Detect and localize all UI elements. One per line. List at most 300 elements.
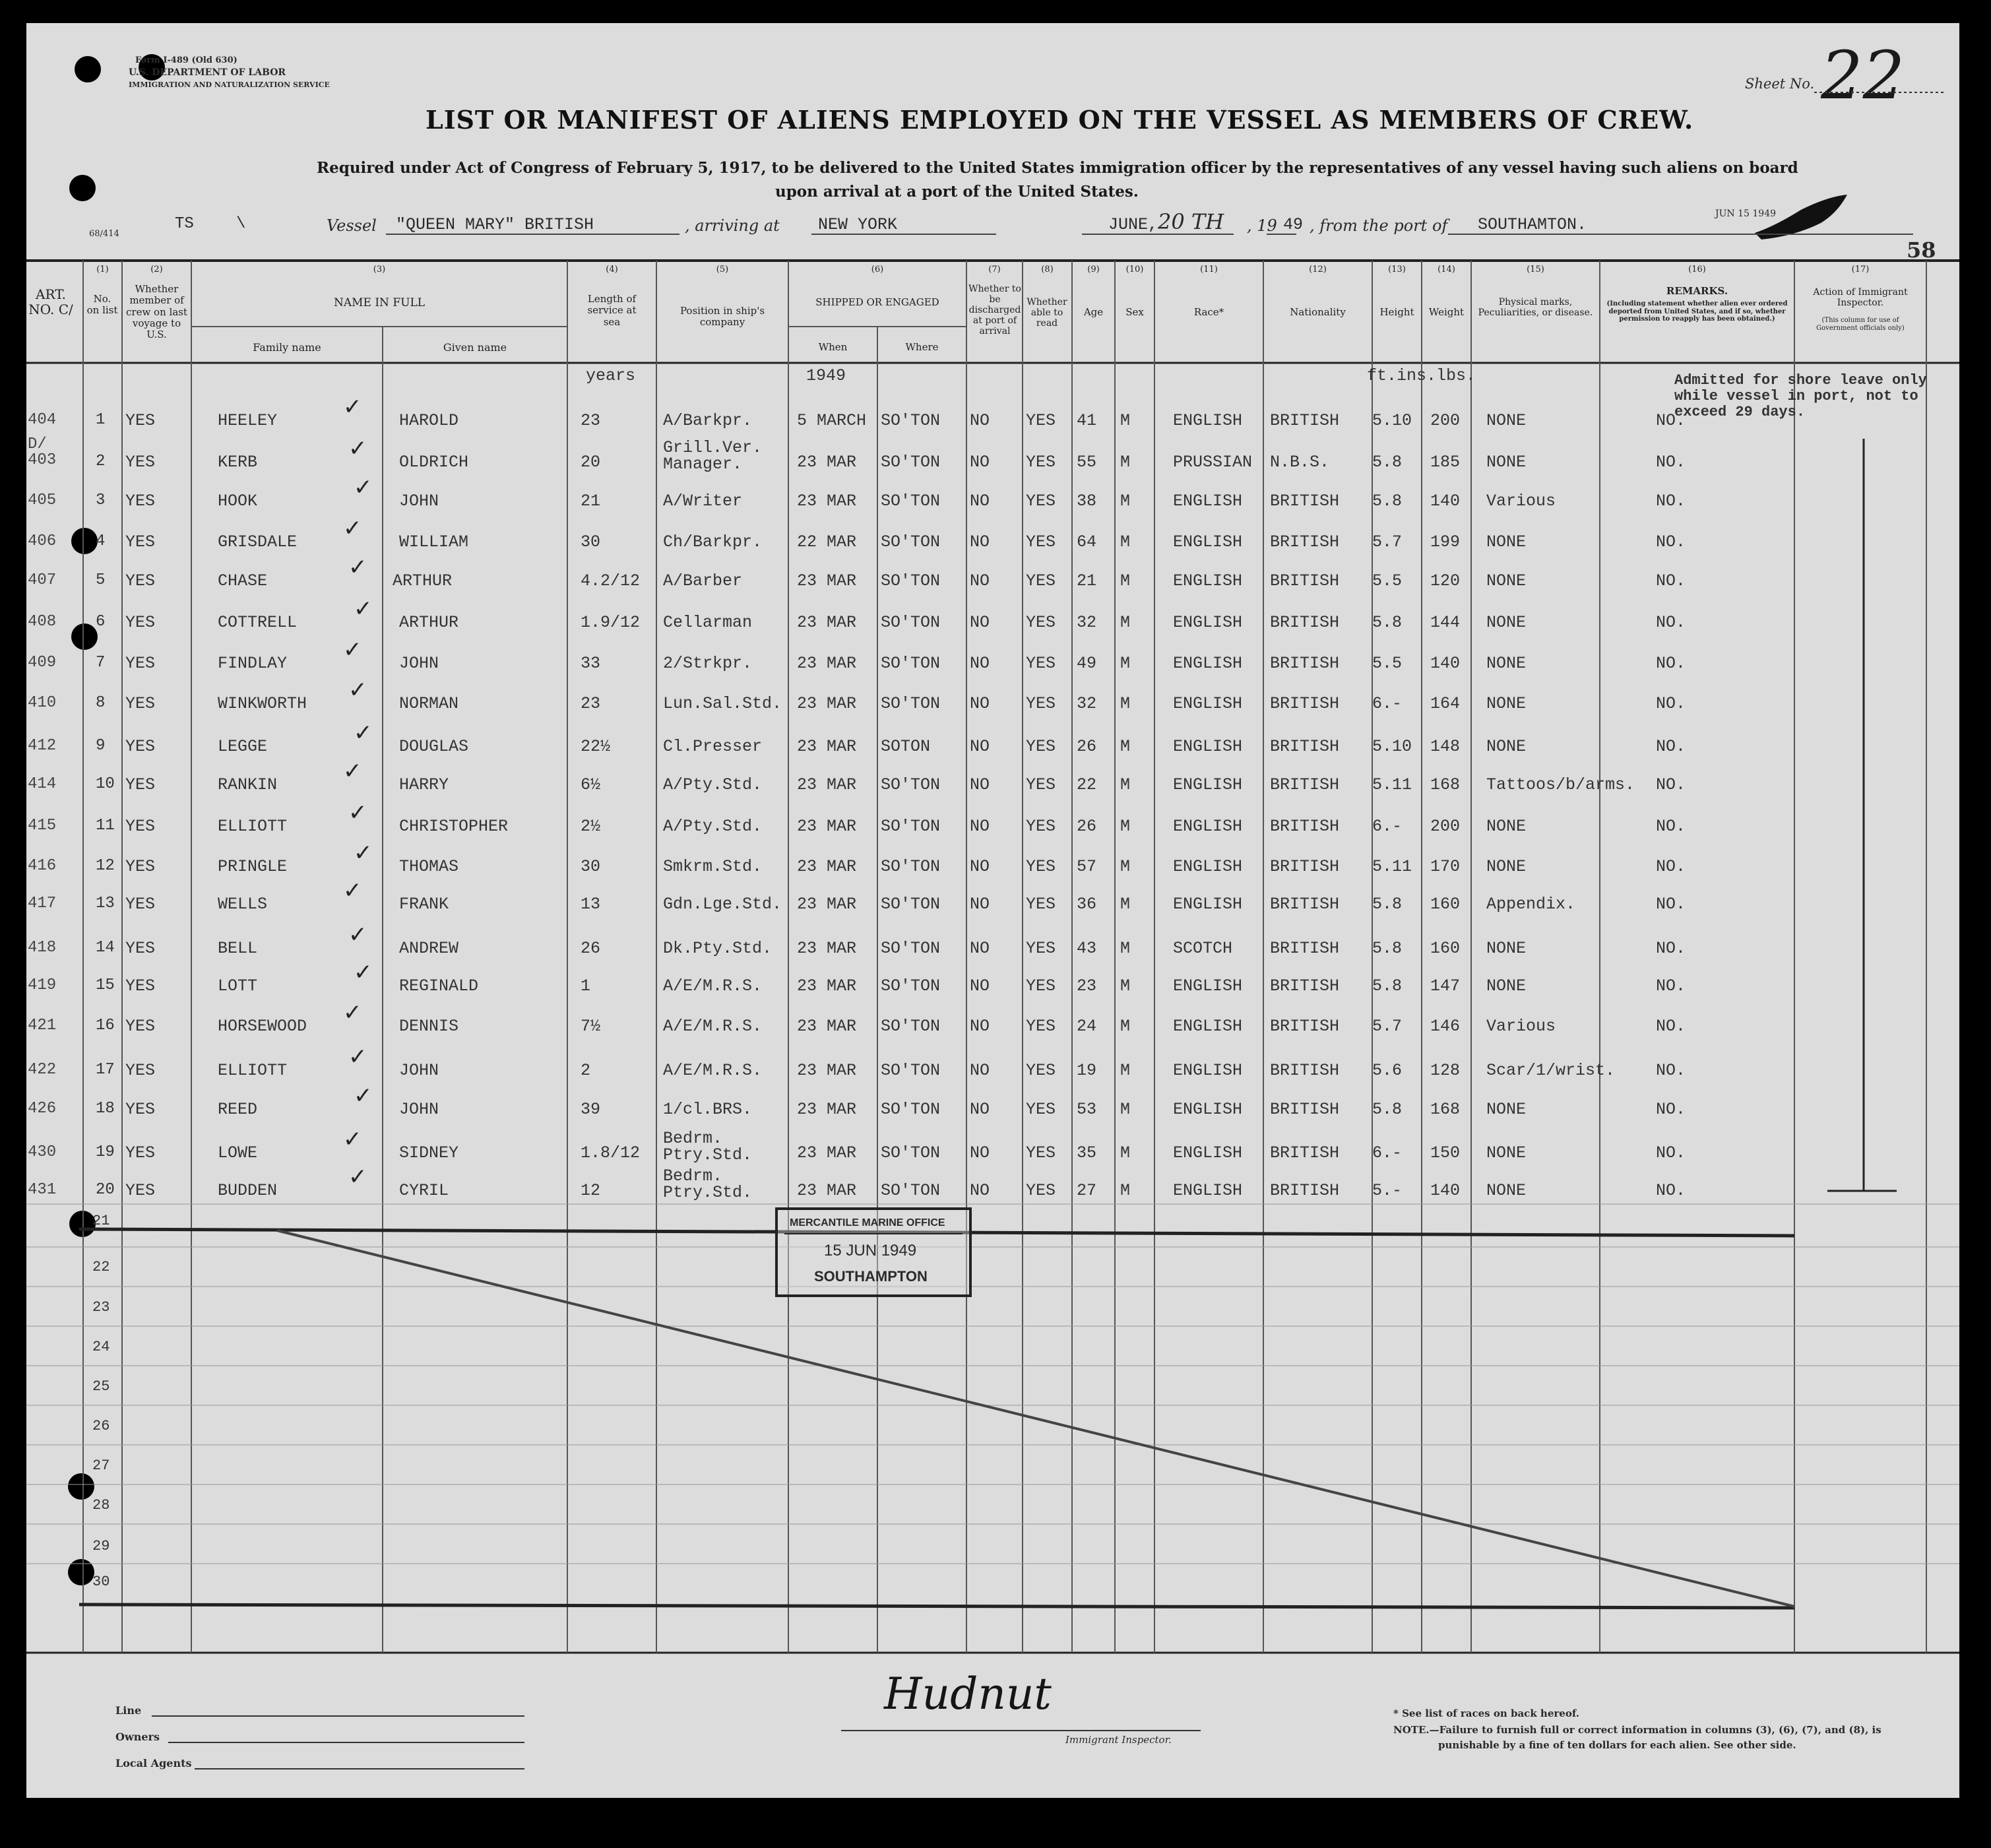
age: 21 — [1077, 571, 1097, 590]
height: 6.- — [1372, 694, 1403, 713]
art-number: 426 — [28, 1100, 57, 1118]
remarks: NO. — [1656, 532, 1686, 552]
remarks: NO. — [1656, 1017, 1686, 1036]
remarks: NO. — [1656, 694, 1686, 713]
shipped-when: 23 MAR — [797, 613, 857, 632]
age: 32 — [1077, 613, 1097, 632]
shipped-where: SO'TON — [881, 613, 941, 632]
service-length: 2½ — [581, 817, 601, 836]
sex: M — [1120, 613, 1131, 632]
nationality: BRITISH — [1270, 1061, 1340, 1080]
crew-last-voyage: YES — [125, 976, 156, 996]
able-to-read: YES — [1026, 1143, 1056, 1163]
vessel-name: "QUEEN MARY" BRITISH — [396, 215, 594, 234]
remarks: NO. — [1656, 775, 1686, 794]
physical-marks: NONE — [1486, 532, 1527, 552]
remarks: NO. — [1656, 976, 1686, 996]
position: Ch/Barkpr. — [663, 532, 763, 552]
height: 5.6 — [1372, 1061, 1403, 1080]
physical-marks: NONE — [1486, 1181, 1527, 1200]
physical-marks: NONE — [1486, 654, 1527, 673]
list-number: 3 — [96, 492, 106, 509]
service-length: 13 — [581, 895, 601, 914]
able-to-read: YES — [1026, 571, 1056, 590]
physical-marks: NONE — [1486, 737, 1527, 756]
age: 57 — [1077, 857, 1097, 876]
weight: 128 — [1430, 1061, 1461, 1080]
height: 6.- — [1372, 817, 1403, 836]
height: 5.11 — [1372, 775, 1412, 794]
col5-header: Position in ship's company — [679, 305, 765, 329]
col11-num: (11) — [1200, 265, 1218, 274]
remarks: NO. — [1656, 737, 1686, 756]
physical-marks: Various — [1486, 492, 1556, 511]
position: A/Pty.Std. — [663, 817, 763, 836]
list-number: 8 — [96, 694, 106, 712]
given-name: HAROLD — [399, 411, 459, 430]
service-name: IMMIGRATION AND NATURALIZATION SERVICE — [129, 80, 330, 89]
age: 41 — [1077, 411, 1097, 430]
age: 24 — [1077, 1017, 1097, 1036]
sex: M — [1120, 411, 1131, 430]
service-length: 1.8/12 — [581, 1143, 641, 1163]
age: 23 — [1077, 976, 1097, 996]
nationality: BRITISH — [1270, 411, 1340, 430]
physical-marks: NONE — [1486, 817, 1527, 836]
discharged: NO — [970, 613, 990, 632]
remarks: NO. — [1656, 895, 1686, 914]
able-to-read: YES — [1026, 895, 1056, 914]
sex: M — [1120, 532, 1131, 552]
weight: 147 — [1430, 976, 1461, 996]
col6-header: SHIPPED OR ENGAGED — [815, 296, 939, 308]
service-length: 23 — [581, 411, 601, 430]
list-number: 23 — [92, 1299, 110, 1316]
crew-last-voyage: YES — [125, 532, 156, 552]
shipped-when: 5 MARCH — [797, 411, 867, 430]
family-name: REED — [218, 1100, 258, 1119]
list-number: 26 — [92, 1418, 110, 1434]
shipped-where: SO'TON — [881, 532, 941, 552]
nationality: BRITISH — [1270, 1017, 1340, 1036]
crew-last-voyage: YES — [125, 694, 156, 713]
penalty-note-1: NOTE.—Failure to furnish full or correct information in columns (3), (6), (7), and (8), is — [1393, 1724, 1881, 1736]
art-number: D/ 403 — [28, 435, 57, 469]
col17-header: Action of Immigrant Inspector. — [1813, 287, 1908, 309]
able-to-read: YES — [1026, 694, 1056, 713]
art-number: 430 — [28, 1143, 57, 1161]
age: 22 — [1077, 775, 1097, 794]
physical-marks: Scar/1/wrist. — [1486, 1061, 1616, 1080]
given-name: DENNIS — [399, 1017, 459, 1036]
sex: M — [1120, 976, 1131, 996]
inspector-signature: Hudnut — [884, 1669, 1052, 1719]
service-length: 30 — [581, 857, 601, 876]
list-number: 28 — [92, 1497, 110, 1513]
col16-subheader: (Including statement whether alien ever ordered deported from United States, and if so, whether permission to reapply has been obtained.) — [1606, 300, 1788, 323]
nationality: BRITISH — [1270, 1100, 1340, 1119]
footer-lines — [26, 23, 1959, 1798]
agents-label: Local Agents — [115, 1757, 192, 1769]
position: Lun.Sal.Std. — [663, 694, 782, 713]
remarks: NO. — [1656, 1100, 1686, 1119]
list-number: 21 — [92, 1213, 110, 1229]
shipped-when: 23 MAR — [797, 492, 857, 511]
remarks: NO. — [1656, 1061, 1686, 1080]
age: 38 — [1077, 492, 1097, 511]
art-number: 410 — [28, 694, 57, 712]
remarks: NO. — [1656, 411, 1686, 430]
race: ENGLISH — [1173, 737, 1243, 756]
family-name: ELLIOTT — [218, 817, 288, 836]
nationality: BRITISH — [1270, 613, 1340, 632]
list-number: 12 — [96, 857, 115, 875]
col9-header: Age — [1083, 306, 1104, 318]
nationality: BRITISH — [1270, 1181, 1340, 1200]
art-number: 404 — [28, 411, 57, 429]
physical-marks: NONE — [1486, 613, 1527, 632]
given-name: WILLIAM — [399, 532, 469, 552]
shipped-when: 23 MAR — [797, 857, 857, 876]
height: 6.- — [1372, 1143, 1403, 1163]
race: ENGLISH — [1173, 857, 1243, 876]
crew-last-voyage: YES — [125, 453, 156, 472]
physical-marks: Various — [1486, 1017, 1556, 1036]
inspector-label: Immigrant Inspector. — [1065, 1734, 1172, 1746]
given-name: JOHN — [399, 1100, 439, 1119]
race: ENGLISH — [1173, 976, 1243, 996]
family-name: ELLIOTT — [218, 1061, 288, 1080]
col11-header: Race* — [1193, 306, 1224, 318]
height: 5.8 — [1372, 976, 1403, 996]
check-mark: ✓ — [348, 922, 367, 948]
shipped-where: SO'TON — [881, 492, 941, 511]
position: Gdn.Lge.Std. — [663, 895, 782, 914]
remarks: NO. — [1656, 492, 1686, 511]
crew-last-voyage: YES — [125, 411, 156, 430]
shipped-where: SO'TON — [881, 1143, 941, 1163]
race: SCOTCH — [1173, 939, 1233, 958]
height: 5.8 — [1372, 453, 1403, 472]
nationality: N.B.S. — [1270, 453, 1330, 472]
race: ENGLISH — [1173, 532, 1243, 552]
crew-last-voyage: YES — [125, 939, 156, 958]
able-to-read: YES — [1026, 857, 1056, 876]
race: ENGLISH — [1173, 895, 1243, 914]
shipped-when: 23 MAR — [797, 775, 857, 794]
check-mark: ✓ — [348, 1044, 367, 1070]
list-number: 6 — [96, 613, 106, 631]
height: 5.7 — [1372, 1017, 1403, 1036]
shipped-when: 23 MAR — [797, 1181, 857, 1200]
list-number: 17 — [96, 1061, 115, 1079]
check-mark: ✓ — [348, 800, 367, 826]
physical-marks: Appendix. — [1486, 895, 1576, 914]
given-name: THOMAS — [399, 857, 459, 876]
physical-marks: NONE — [1486, 857, 1527, 876]
art-number: 422 — [28, 1061, 57, 1079]
col12-header: Nationality — [1290, 306, 1346, 318]
col16-header: REMARKS. — [1666, 285, 1728, 297]
age: 26 — [1077, 737, 1097, 756]
remarks: NO. — [1656, 1181, 1686, 1200]
shipped-when: 23 MAR — [797, 694, 857, 713]
sex: M — [1120, 654, 1131, 673]
crew-last-voyage: YES — [125, 1143, 156, 1163]
form-number: Form I-489 (Old 630) — [135, 55, 237, 65]
age: 19 — [1077, 1061, 1097, 1080]
art-number: 414 — [28, 775, 57, 793]
weight: 199 — [1430, 532, 1461, 552]
physical-marks: NONE — [1486, 1143, 1527, 1163]
service-length: 30 — [581, 532, 601, 552]
remarks: NO. — [1656, 939, 1686, 958]
given-name: CYRIL — [399, 1181, 449, 1200]
col6-num: (6) — [871, 265, 884, 274]
weight: 164 — [1430, 694, 1461, 713]
shipped-where: SO'TON — [881, 895, 941, 914]
art-number: 405 — [28, 492, 57, 509]
race: ENGLISH — [1173, 492, 1243, 511]
sheet-number: 22 — [1821, 37, 1905, 114]
sex: M — [1120, 492, 1131, 511]
check-mark: ✓ — [354, 840, 373, 866]
race: ENGLISH — [1173, 775, 1243, 794]
shipped-where: SO'TON — [881, 1061, 941, 1080]
col13-num: (13) — [1388, 265, 1406, 274]
shipped-when: 23 MAR — [797, 976, 857, 996]
given-name: HARRY — [399, 775, 449, 794]
shipped-when: 22 MAR — [797, 532, 857, 552]
age: 43 — [1077, 939, 1097, 958]
service-length: 1.9/12 — [581, 613, 641, 632]
shipped-where: SO'TON — [881, 939, 941, 958]
able-to-read: YES — [1026, 817, 1056, 836]
able-to-read: YES — [1026, 532, 1056, 552]
sex: M — [1120, 453, 1131, 472]
family-name: LEGGE — [218, 737, 268, 756]
year-prefix: , 19 — [1247, 216, 1277, 235]
arrival-month: JUNE, — [1108, 215, 1158, 234]
nationality: BRITISH — [1270, 976, 1340, 996]
check-mark: ✓ — [354, 959, 373, 986]
crew-last-voyage: YES — [125, 775, 156, 794]
form-subtitle-line1: Required under Act of Congress of February 5, 1917, to be delivered to the United States immigration officer by the representatives of any vessel having such aliens on board — [317, 159, 1798, 177]
discharged: NO — [970, 1143, 990, 1163]
able-to-read: YES — [1026, 737, 1056, 756]
weight: 140 — [1430, 654, 1461, 673]
crew-last-voyage: YES — [125, 857, 156, 876]
check-mark: ✓ — [343, 877, 362, 904]
given-name: SIDNEY — [399, 1143, 459, 1163]
height: 5.8 — [1372, 895, 1403, 914]
position: Dk.Pty.Std. — [663, 939, 773, 958]
shipped-where: SO'TON — [881, 654, 941, 673]
age: 35 — [1077, 1143, 1097, 1163]
art-number: 415 — [28, 817, 57, 835]
list-number: 16 — [96, 1017, 115, 1035]
art-number: 412 — [28, 737, 57, 755]
page-number: 58 — [1907, 238, 1936, 263]
shipped-where: SO'TON — [881, 976, 941, 996]
shipped-when: 23 MAR — [797, 817, 857, 836]
shipped-where: SO'TON — [881, 775, 941, 794]
family-name: COTTRELL — [218, 613, 298, 632]
col15-num: (15) — [1527, 265, 1544, 274]
remarks: NO. — [1656, 453, 1686, 472]
shipped-when: 23 MAR — [797, 1061, 857, 1080]
art-number: 431 — [28, 1181, 57, 1199]
arriving-label: , arriving at — [685, 216, 780, 235]
art-number: 407 — [28, 571, 57, 589]
able-to-read: YES — [1026, 1061, 1056, 1080]
nationality: BRITISH — [1270, 817, 1340, 836]
position: A/Barkpr. — [663, 411, 753, 430]
age: 27 — [1077, 1181, 1097, 1200]
check-mark: ✓ — [354, 720, 373, 746]
sex: M — [1120, 939, 1131, 958]
col14-header: Weight — [1428, 306, 1465, 318]
able-to-read: YES — [1026, 453, 1056, 472]
crew-last-voyage: YES — [125, 1100, 156, 1119]
remarks: NO. — [1656, 613, 1686, 632]
from-port: SOUTHAMTON. — [1478, 215, 1587, 234]
service-length: 39 — [581, 1100, 601, 1119]
family-name: FINDLAY — [218, 654, 288, 673]
weight: 160 — [1430, 895, 1461, 914]
given-name: OLDRICH — [399, 453, 469, 472]
line-label: Line — [115, 1704, 142, 1717]
height: 5.10 — [1372, 737, 1412, 756]
crew-last-voyage: YES — [125, 571, 156, 590]
list-number: 24 — [92, 1339, 110, 1355]
shipped-where: SOTON — [881, 737, 931, 756]
weight: 200 — [1430, 817, 1461, 836]
service-length: 12 — [581, 1181, 601, 1200]
position: Smkrm.Std. — [663, 857, 763, 876]
family-name: KERB — [218, 453, 258, 472]
stamp-date: 15 JUN 1949 — [824, 1242, 917, 1259]
col4-header: Length of service at sea — [587, 293, 637, 328]
shipped-when: 23 MAR — [797, 654, 857, 673]
crew-last-voyage: YES — [125, 817, 156, 836]
art-no-header: ART. NO. C/ — [28, 286, 73, 317]
check-mark: ✓ — [354, 474, 373, 501]
weight: 140 — [1430, 1181, 1461, 1200]
list-number: 11 — [96, 817, 115, 835]
discharged: NO — [970, 817, 990, 836]
nationality: BRITISH — [1270, 857, 1340, 876]
nationality: BRITISH — [1270, 775, 1340, 794]
family-name: LOTT — [218, 976, 258, 996]
position: Grill.Ver. Manager. — [663, 438, 763, 474]
nationality: BRITISH — [1270, 694, 1340, 713]
col7-header: Whether to be discharged at port of arrival — [968, 284, 1021, 337]
race: ENGLISH — [1173, 654, 1243, 673]
col13-header: Height — [1379, 306, 1414, 318]
position: 1/cl.BRS. — [663, 1100, 753, 1119]
sex: M — [1120, 817, 1131, 836]
sex: M — [1120, 1143, 1131, 1163]
stamp-place: SOUTHAMPTON — [814, 1268, 928, 1285]
list-number: 27 — [92, 1457, 110, 1474]
shipped-where: SO'TON — [881, 453, 941, 472]
crew-last-voyage: YES — [125, 1061, 156, 1080]
sex: M — [1120, 857, 1131, 876]
service-length: 26 — [581, 939, 601, 958]
family-name: WELLS — [218, 895, 268, 914]
shipped-when: 23 MAR — [797, 453, 857, 472]
given-name: FRANK — [399, 895, 449, 914]
col8-header: Whether able to read — [1027, 297, 1067, 329]
age: 36 — [1077, 895, 1097, 914]
weight: 120 — [1430, 571, 1461, 590]
race: ENGLISH — [1173, 411, 1243, 430]
sex: M — [1120, 895, 1131, 914]
col6b-header: Where — [905, 341, 939, 353]
crew-last-voyage: YES — [125, 1181, 156, 1200]
check-mark: ✓ — [348, 1164, 367, 1190]
col5-num: (5) — [716, 265, 729, 274]
discharged: NO — [970, 1061, 990, 1080]
position: A/E/M.R.S. — [663, 1017, 763, 1036]
penalty-note-2: punishable by a fine of ten dollars for each alien. See other side. — [1438, 1739, 1796, 1751]
age: 64 — [1077, 532, 1097, 552]
race: ENGLISH — [1173, 1181, 1243, 1200]
list-number: 30 — [92, 1574, 110, 1590]
col2-num: (2) — [150, 265, 163, 274]
physical-marks: NONE — [1486, 694, 1527, 713]
shipped-when: 23 MAR — [797, 1143, 857, 1163]
col3-header: NAME IN FULL — [333, 296, 426, 309]
sheet-label: Sheet No. — [1745, 76, 1815, 92]
col3b-header: Given name — [443, 341, 507, 354]
art-number: 421 — [28, 1017, 57, 1035]
list-number: 20 — [96, 1181, 115, 1199]
nationality: BRITISH — [1270, 895, 1340, 914]
list-number: 18 — [96, 1100, 115, 1118]
able-to-read: YES — [1026, 1100, 1056, 1119]
arrival-day: 20 TH — [1158, 209, 1224, 234]
crew-last-voyage: YES — [125, 737, 156, 756]
check-mark: ✓ — [354, 1083, 373, 1109]
weight: 140 — [1430, 492, 1461, 511]
list-number: 19 — [96, 1143, 115, 1161]
service-length: 22½ — [581, 737, 611, 756]
col9-num: (9) — [1087, 265, 1100, 274]
list-number: 1 — [96, 411, 106, 429]
discharged: NO — [970, 1017, 990, 1036]
form-code: 68/414 — [89, 229, 119, 239]
service-length: 23 — [581, 694, 601, 713]
list-number: 13 — [96, 895, 115, 912]
family-name: BELL — [218, 939, 258, 958]
weight: 168 — [1430, 775, 1461, 794]
manifest-sheet — [26, 23, 1959, 1798]
position: A/Barber — [663, 571, 743, 590]
age: 32 — [1077, 694, 1097, 713]
check-mark: ✓ — [343, 515, 362, 542]
col16-num: (16) — [1688, 265, 1706, 274]
art-number: 409 — [28, 654, 57, 672]
service-length: 21 — [581, 492, 601, 511]
service-length: 2 — [581, 1061, 591, 1080]
given-name: ARTHUR — [399, 613, 459, 632]
discharged: NO — [970, 857, 990, 876]
sex: M — [1120, 1061, 1131, 1080]
remarks: NO. — [1656, 654, 1686, 673]
position: Cellarman — [663, 613, 753, 632]
